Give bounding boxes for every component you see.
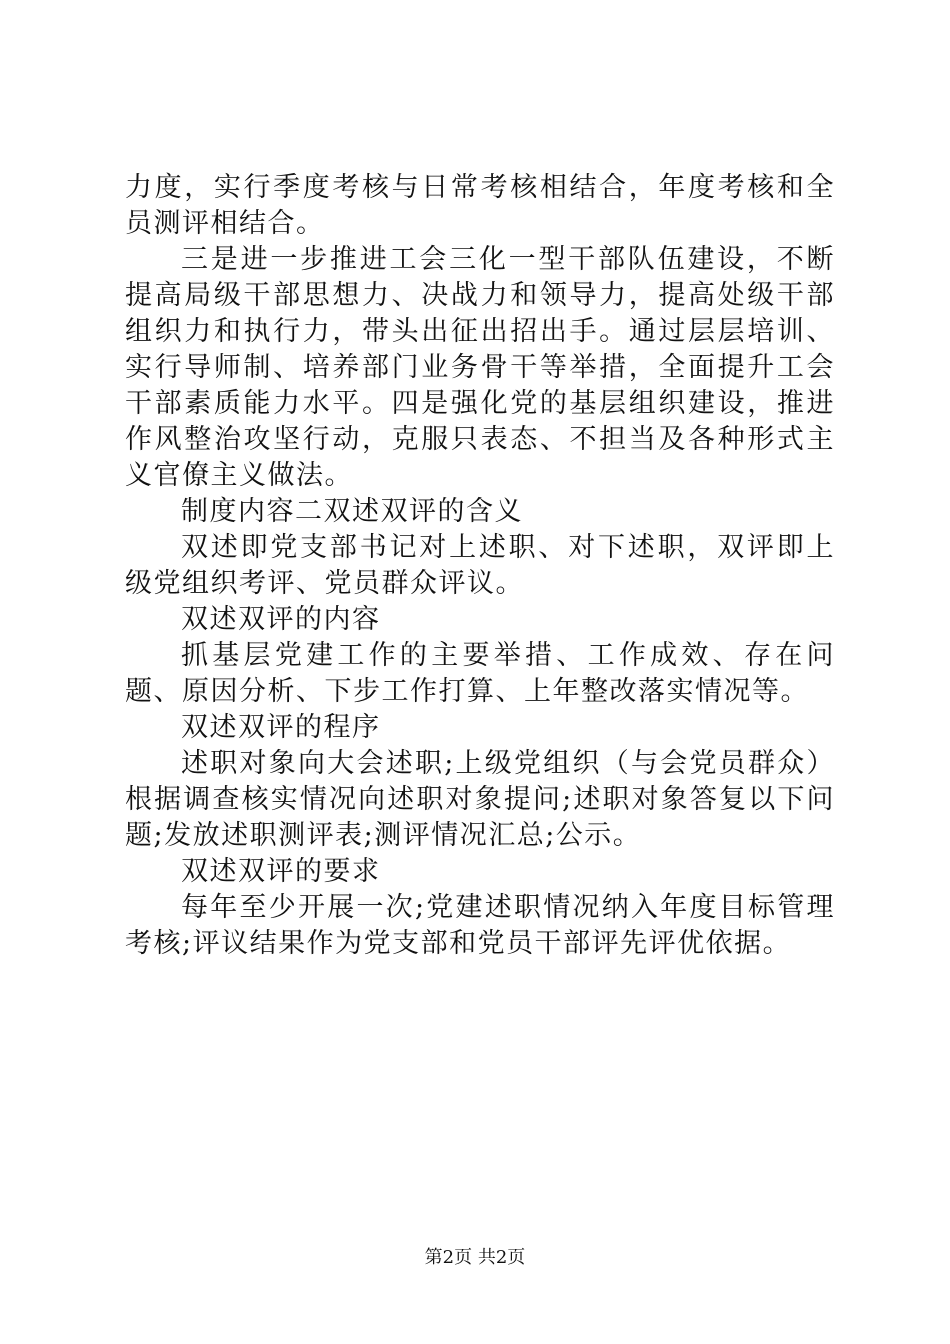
paragraph-shuangshu-procedure: 述职对象向大会述职;上级党组织（与会党员群众）根据调查核实情况向述职对象提问;述职对象答复以下问题;发放述职测评表;测评情况汇总;公示。 (125, 748, 835, 851)
heading-shuangshu-definition: 制度内容二双述双评的含义 (181, 496, 523, 527)
heading-shuangshu-requirements: 双述双评的要求 (181, 856, 381, 887)
page-number-footer: 第2页 共2页 (424, 1247, 526, 1268)
heading-shuangshu-procedure: 双述双评的程序 (181, 712, 381, 743)
paragraph-continuation: 力度，实行季度考核与日常考核相结合，年度考核和全员测评相结合。 (125, 172, 835, 239)
paragraph-shuangshu-definition: 双述即党支部书记对上述职、对下述职，双评即上级党组织考评、党员群众评议。 (125, 532, 835, 599)
heading-shuangshu-content: 双述双评的内容 (181, 604, 381, 635)
document-body (125, 170, 835, 962)
paragraph-shuangshu-requirements: 每年至少开展一次;党建述职情况纳入年度目标管理考核;评议结果作为党支部和党员干部评先评优依据。 (125, 892, 835, 959)
paragraph-cadre-building: 三是进一步推进工会三化一型干部队伍建设，不断提高局级干部思想力、决战力和领导力，提高处级干部组织力和执行力，带头出征出招出手。通过层层培训、实行导师制、培养部门业务骨干等举措，全面提升工会干部素质能力水平。四是强化党的基层组织建设，推进作风整治攻坚行动，克服只表态、不担当及各种形式主义官僚主义做法。 (125, 244, 835, 491)
paragraph-shuangshu-content: 抓基层党建工作的主要举措、工作成效、存在问题、原因分析、下步工作打算、上年整改落实情况等。 (125, 640, 835, 707)
